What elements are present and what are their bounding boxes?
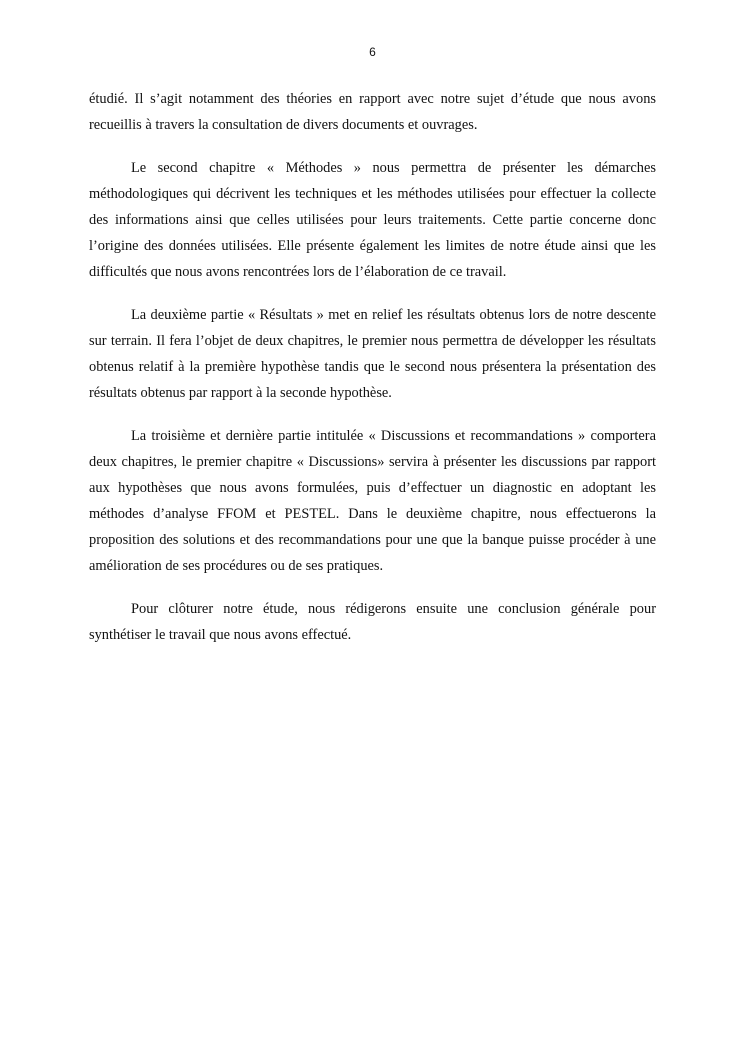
paragraph-discussions-part: La troisième et dernière partie intitulée « Discussions et recommandations » comportera deux chapitres, le premier chapitre « Discussions» servira à présenter les discussions par rapport aux hypothèses que nous avons formulées, puis d’effectuer un diagnostic en adoptant les méthodes d’analyse FFOM et PESTEL. Dans le deuxième chapitre, nous effectuerons la proposition des solutions et des recommandations pour une que la banque puisse procéder à une amélioration de ses procédures ou de ses pratiques. <box>89 428 656 574</box>
page-number: 6 <box>369 45 376 59</box>
paragraph-continuation: étudié. Il s’agit notamment des théories en rapport avec notre sujet d’étude que nous avons recueillis à travers la consultation de divers documents et ouvrages. <box>89 91 656 133</box>
body-text <box>89 86 656 665</box>
paragraph-conclusion: Pour clôturer notre étude, nous rédigerons ensuite une conclusion générale pour synthétiser le travail que nous avons effectué. <box>89 601 656 643</box>
paragraph-methods-chapter: Le second chapitre « Méthodes » nous permettra de présenter les démarches méthodologiques qui décrivent les techniques et les méthodes utilisées pour effectuer la collecte des informations ainsi que celles utilisées pour leurs traitements. Cette partie concerne donc l’origine des données utilisées. Elle présente également les limites de notre étude ainsi que les difficultés que nous avons rencontrées lors de l’élaboration de ce travail. <box>89 160 656 280</box>
paragraph-results-part: La deuxième partie « Résultats » met en relief les résultats obtenus lors de notre descente sur terrain. Il fera l’objet de deux chapitres, le premier nous permettra de développer les résultats obtenus relatif à la première hypothèse tandis que le second nous présentera la présentation des résultats obtenus par rapport à la seconde hypothèse. <box>89 307 656 401</box>
